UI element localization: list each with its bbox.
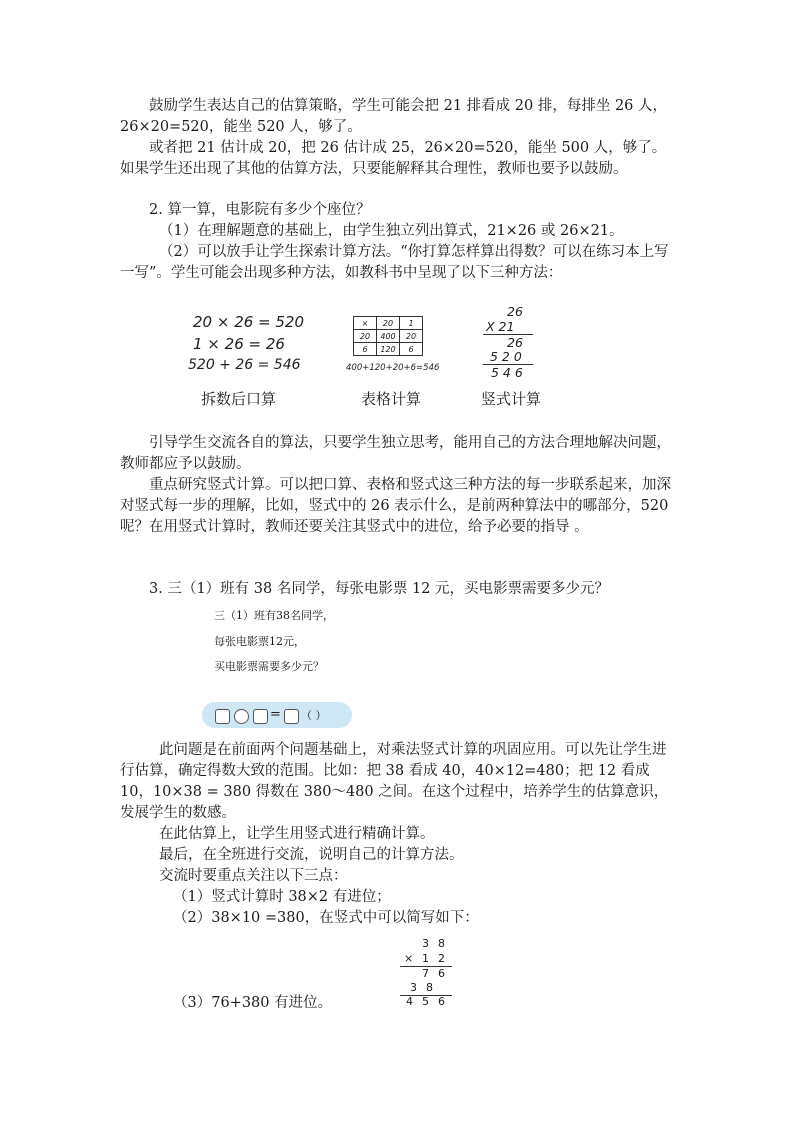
para-estimate: 此问题是在前面两个问题基础上，对乘法竖式计算的巩固应用。可以先让学生进行估算，确定得数大致的范围。比如：把 38 看成 40，40×12=480；把 12 看成 10，10×38 = 380 得数在 380～480 之间。在这个过程中，培养学生的估算意识，发展学生的数感。 [120, 742, 669, 821]
operator-circle-icon [234, 709, 249, 724]
equation-banner [202, 702, 352, 728]
para-estimation-2: 或者把 21 估计成 20，把 26 估计成 25，26×20=520，能坐 500 人，够了。如果学生还出现了其他的估算方法，只要能解释其合理性，教师也要予以鼓励。 [120, 140, 667, 177]
multiplication-grid [353, 316, 423, 356]
para-estimation-1: 鼓励学生表达自己的估算策略，学生可能会把 21 排看成 20 排，每排坐 26 人，26×20=520，能坐 520 人，够了。 [120, 98, 668, 135]
calc-row-1: 38 [422, 937, 454, 950]
problem-line-2: 每张电影票12元， [214, 635, 305, 648]
grid-row: 6 120 6 [354, 343, 423, 356]
unit-paren: （ ） [301, 709, 327, 722]
para-guide: 引导学生交流各自的算法，只要学生独立思考，能用自己的方法合理地解决问题，教师都应予以鼓励。 [120, 435, 671, 472]
calc-row-5: 456 [406, 995, 454, 1008]
point-1: （1）竖式计算时 38×2 有进位； [173, 889, 391, 905]
split-line-2: 1 × 26 = 26 [193, 335, 285, 353]
blank-box-icon [253, 709, 268, 724]
grid-row: × 20 1 [354, 317, 423, 330]
equals-sign: = [270, 707, 281, 722]
calc-row-2: 12 [422, 952, 454, 965]
calc-times-sign: × [404, 952, 414, 965]
vertical-caption: 竖式计算 [481, 390, 542, 408]
calc-row-3: 76 [422, 967, 454, 980]
section-2-heading: 2. 算一算，电影院有多少个座位？ [149, 202, 371, 218]
split-line-3: 520 + 26 = 546 [188, 357, 301, 373]
section-2-item-1: （1）在理解题意的基础上，由学生独立列出算式，21×26 或 26×21。 [159, 223, 624, 239]
split-caption: 拆数后口算 [201, 390, 277, 408]
problem-line-3: 买电影票需要多少元？ [214, 660, 324, 673]
vertical-partial-2: 5 2 0 [490, 349, 522, 364]
calc-row-4: 38 [410, 981, 442, 994]
vertical-result: 5 4 6 [491, 365, 523, 380]
vertical-partial-1: 26 [507, 335, 523, 350]
para-three-points: 交流时要重点关注以下三点： [159, 868, 348, 884]
grid-sum: 400+120+20+6=546 [346, 363, 440, 373]
blank-box-icon [284, 709, 299, 724]
blank-box-icon [215, 709, 230, 724]
para-communicate: 最后，在全班进行交流，说明自己的计算方法。 [159, 847, 464, 863]
para-precise: 在此估算上，让学生用竖式进行精确计算。 [159, 826, 435, 842]
point-2: （2）38×10 =380，在竖式中可以简写如下： [173, 910, 479, 926]
table-caption: 表格计算 [361, 390, 422, 408]
grid-row: 20 400 20 [354, 330, 423, 343]
point-3: （3）76+380 有进位。 [173, 995, 333, 1011]
vertical-multiplier: X 21 [486, 319, 515, 334]
vertical-top: 26 [507, 304, 523, 319]
para-vertical-focus: 重点研究竖式计算。可以把口算、表格和竖式这三种方法的每一步联系起来，加深对竖式每一步的理解，比如，竖式中的 26 表示什么，是前两种算法中的哪部分，520 呢？在用竖式计算时，教师还要关注其竖式中的进位，给予必要的指导 。 [120, 477, 671, 535]
section-3-heading: 3. 三（1）班有 38 名同学，每张电影票 12 元，买电影票需要多少元？ [149, 581, 610, 597]
split-line-1: 20 × 26 = 520 [193, 313, 305, 331]
section-2-item-2: （2）可以放手让学生探索计算方法。“你打算怎样算出得数？可以在练习本上写一写”。学生可能会出现多种方法，如教科书中呈现了以下三种方法： [120, 244, 669, 281]
problem-line-1: 三（1）班有38名同学， [214, 609, 334, 622]
